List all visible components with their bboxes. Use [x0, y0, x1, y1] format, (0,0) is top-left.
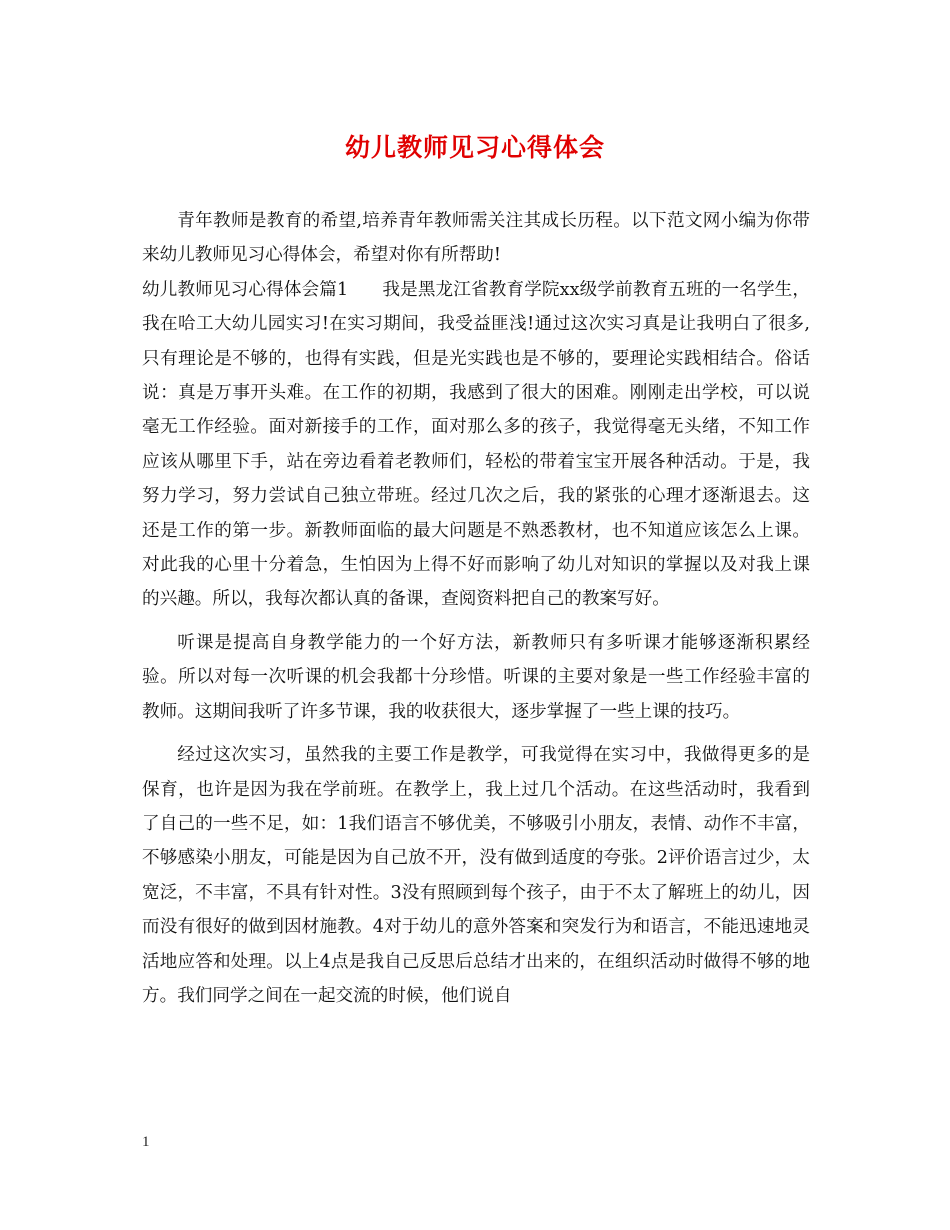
intro-paragraph: 青年教师是教育的希望,培养青年教师需关注其成长历程。以下范文网小编为你带来幼儿教师见习心得体会，希望对你有所帮助!	[142, 211, 810, 266]
section-paragraph	[142, 273, 810, 617]
paragraph-3: 经过这次实习，虽然我的主要工作是教学，可我觉得在实习中，我做得更多的是保育，也许是因为我在学前班。在教学上，我上过几个活动。在这些活动时，我看到了自己的一些不足，如：1我们语言不够优美，不够吸引小朋友，表情、动作不丰富，不够感染小朋友，可能是因为自己放不开，没有做到适度的夸张。2评价语言过少，太宽泛，不丰富，不具有针对性。3没有照顾到每个孩子，由于不太了解班上的幼儿，因而没有很好的做到因材施教。4对于幼儿的意外答案和突发行为和语言，不能迅速地灵活地应答和处理。以上4点是我自己反思后总结才出来的，在组织活动时做得不够的地方。我们同学之间在一起交流的时候，他们说自	[142, 745, 810, 1006]
paragraph-2: 听课是提高自身教学能力的一个好方法，新教师只有多听课才能够逐渐积累经验。所以对每一次听课的机会我都十分珍惜。听课的主要对象是一些工作经验丰富的教师。这期间我听了许多节课，我的收获很大，逐步掌握了一些上课的技巧。	[142, 632, 810, 722]
section-heading: 幼儿教师见习心得体会篇1	[142, 279, 349, 300]
document-body	[142, 204, 810, 1013]
document-title: 幼儿教师见习心得体会	[344, 133, 605, 162]
paragraph-1: 我是黑龙江省教育学院xx级学前教育五班的一名学生，我在哈工大幼儿园实习!在实习期间，我受益匪浅!通过这次实习真是让我明白了很多,只有理论是不够的，也得有实践，但是光实践也是不够的，要理论实践相结合。俗话说：真是万事开头难。在工作的初期，我感到了很大的困难。刚刚走出学校，可以说毫无工作经验。面对新接手的工作，面对那么多的孩子，我觉得毫无头绪，不知工作应该从哪里下手，站在旁边看着老教师们，轻松的带着宝宝开展各种活动。于是，我努力学习，努力尝试自己独立带班。经过几次之后，我的紧张的心理才逐渐退去。这还是工作的第一步。新教师面临的最大问题是不熟悉教材，也不知道应该怎么上课。对此我的心里十分着急，生怕因为上得不好而影响了幼儿对知识的掌握以及对我上课的兴趣。所以，我每次都认真的备课，查阅资料把自己的教案写好。	[142, 279, 810, 610]
page-number: 1	[142, 1134, 150, 1150]
